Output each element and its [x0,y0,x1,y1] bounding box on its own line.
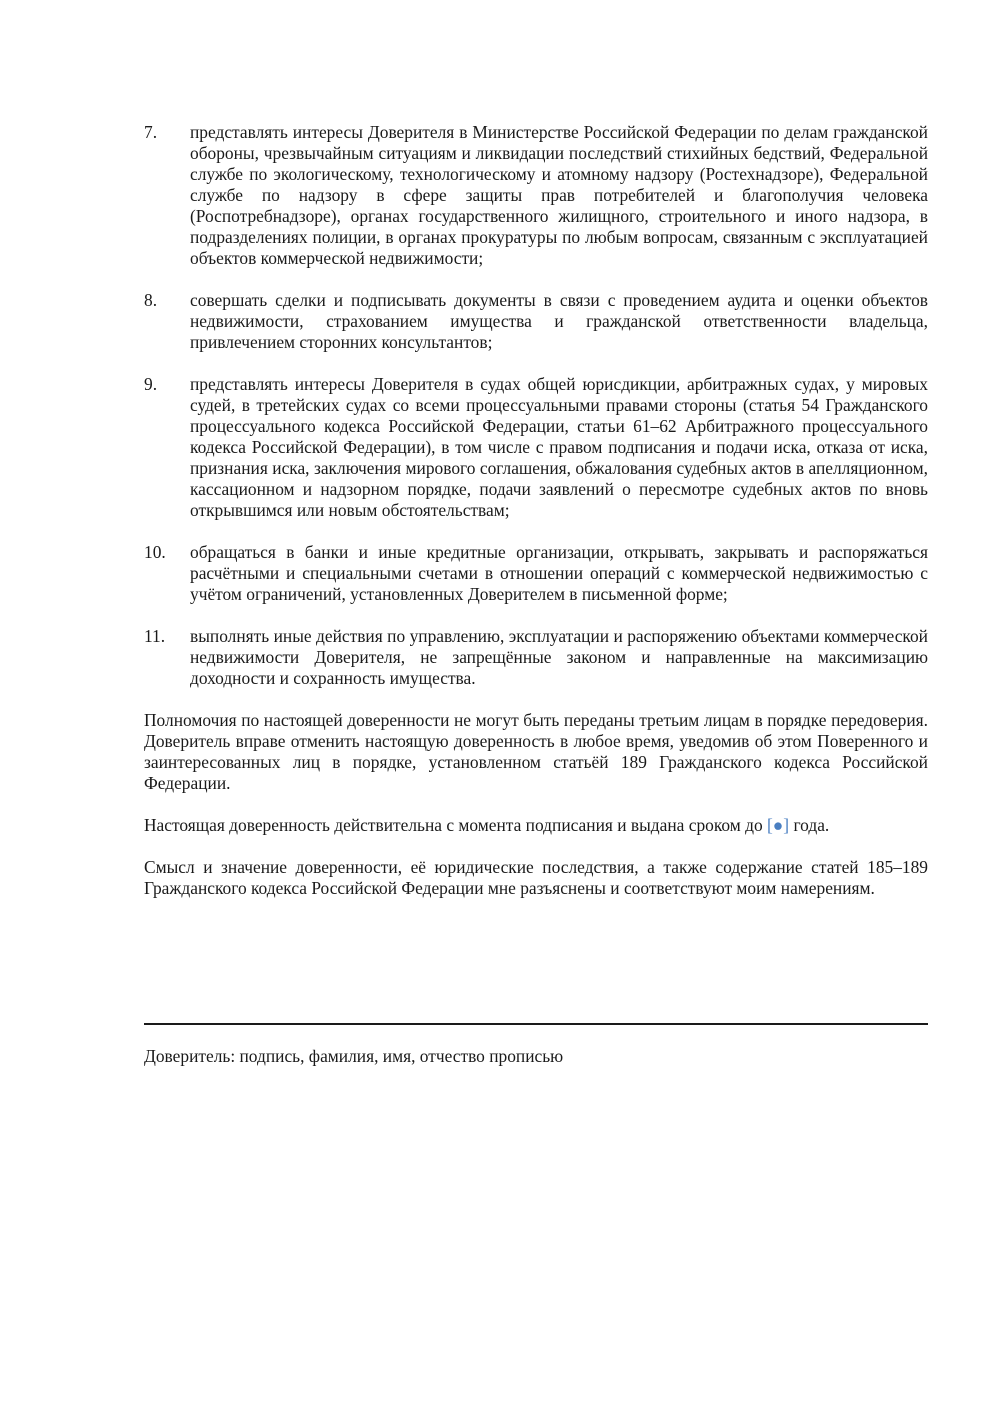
list-item-7 [144,122,928,269]
list-item-text: выполнять иные действия по управлению, эксплуатации и распоряжению объектами коммерческой недвижимости Доверителя, не запрещённые законом и направленные на максимизацию доходности и сохранность имущества. [190,626,928,688]
list-item-text: обращаться в банки и иные кредитные организации, открывать, закрывать и распоряжаться расчётными и специальными счетами в отношении операций с коммерческой недвижимостью с учётом ограничений, установленных Доверителем в письменной форме; [190,542,928,604]
list-item-9 [144,374,928,521]
document-body [144,122,928,920]
validity-text-after: года. [789,815,830,835]
list-item-number: 8. [144,290,158,310]
list-item-text: совершать сделки и подписывать документы в связи с проведением аудита и оценки объектов недвижимости, страхованием имущества и гражданской ответственности владельца, привлечением сторонних консультантов; [190,290,928,352]
list-item-number: 11. [144,626,166,646]
paragraph-legal-consequences: Смысл и значение доверенности, её юридические последствия, а также содержание статей 185–189 Гражданского кодекса Российской Федерации мне разъяснены и соответствуют моим намерениям. [144,857,928,898]
signature-caption: Доверитель: подпись, фамилия, имя, отчество прописью [144,1046,564,1066]
list-item-number: 10. [144,542,166,562]
signature-line [144,1023,928,1025]
list-item-text: представлять интересы Доверителя в Министерстве Российской Федерации по делам гражданской обороны, чрезвычайным ситуациям и ликвидации последствий стихийных бедствий, Федеральной службе по экологическому, технологическому и атомному надзору (Ростехнадзоре), Федеральной службе по надзору в сфере защиты прав потребителей и благополучия человека (Роспотребнадзоре), органах государственного жилищного, строительного и иного надзора, в подразделениях полиции, в органах прокуратуры по любым вопросам, связанным с эксплуатацией объектов коммерческой недвижимости; [190,122,928,268]
validity-text-before: Настоящая доверенность действительна с момента подписания и выдана сроком до [144,815,768,835]
list-item-number: 9. [144,374,158,394]
list-item-10 [144,542,928,605]
date-placeholder: [●] [767,815,790,835]
list-item-8 [144,290,928,353]
list-item-11 [144,626,928,689]
list-item-number: 7. [144,122,158,142]
paragraph-transfer-restriction: Полномочия по настоящей доверенности не могут быть переданы третьим лицам в порядке передоверия. Доверитель вправе отменить настоящую доверенность в любое время, уведомив об этом Поверенного и заинтересованных лиц в порядке, установленном статьёй 189 Гражданского кодекса Российской Федерации. [144,710,928,793]
paragraph-validity-term [144,815,928,836]
list-item-text: представлять интересы Доверителя в судах общей юрисдикции, арбитражных судах, у мировых судей, в третейских судах со всеми процессуальными правами стороны (статья 54 Гражданского процессуального кодекса Российской Федерации, статьи 61–62 Арбитражного процессуального кодекса Российской Федерации), в том числе с правом подписания и подачи иска, отказа от иска, признания иска, заключения мирового соглашения, обжалования судебных актов в апелляционном, кассационном и надзорном порядке, подачи заявлений о пересмотре судебных актов по вновь открывшимся или новым обстоятельствам; [190,374,928,520]
